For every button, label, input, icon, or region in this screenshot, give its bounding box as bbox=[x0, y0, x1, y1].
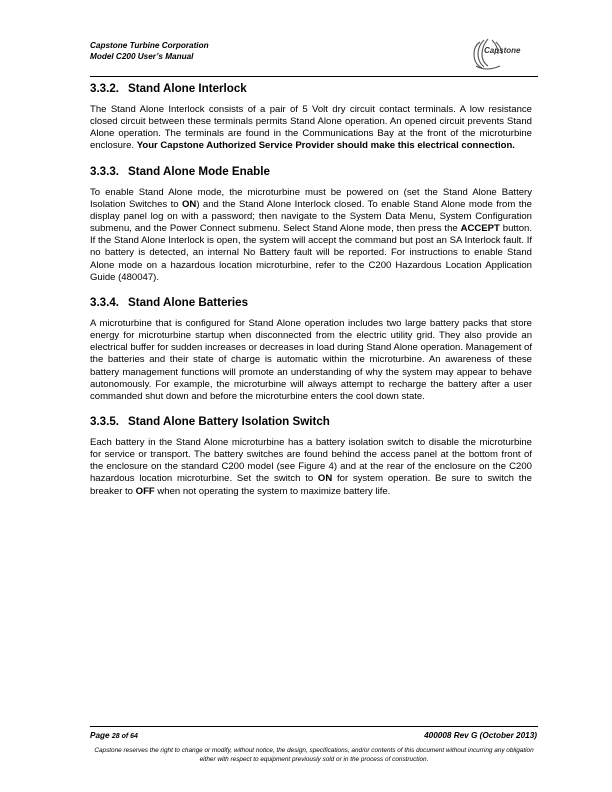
section-number: 3.3.3. bbox=[90, 164, 120, 178]
page-prefix: Page bbox=[90, 731, 112, 740]
document-reference: 400008 Rev G (October 2013) bbox=[424, 731, 537, 740]
header-rule bbox=[90, 76, 538, 77]
page-content bbox=[90, 80, 532, 498]
manual-title: Model C200 User’s Manual bbox=[90, 52, 194, 61]
page-number bbox=[90, 731, 138, 740]
section-title: Stand Alone Interlock bbox=[128, 82, 247, 95]
section-title: Stand Alone Mode Enable bbox=[128, 164, 270, 178]
paragraph-text: The Stand Alone Interlock consists of a pair of 5 Volt dry circuit contact terminals. A low resistance closed circuit between these terminals permits Stand Alone operation. An opened circuit prevents Stand Alone operation. The terminals are found in the Communications Bay at the front of the microturbine enclosure. bbox=[90, 104, 532, 152]
section-paragraph bbox=[90, 437, 532, 498]
paragraph-text: when not operating the system to maximize battery life. bbox=[154, 485, 391, 497]
footer-disclaimer: Capstone reserves the right to change or modify, without notice, the design, specifications, and/or contents of this document without incurring any obligation either with respect to equipment previously sold or in the process of construction. bbox=[94, 747, 534, 763]
section-heading-3-3-5 bbox=[90, 415, 532, 429]
section-paragraph bbox=[90, 318, 532, 403]
logo-text: Capstone bbox=[484, 46, 521, 55]
page-current: 28 bbox=[111, 733, 120, 740]
paragraph-text: ) and the Stand Alone Interlock closed. To enable Stand Alone mode from the display panel log on with a password; then navigate to the System Data Menu, System Configuration submenu, and the Power Connect submenu. Select Stand Alone mode, then press the bbox=[90, 198, 532, 235]
section-heading-3-3-3 bbox=[90, 165, 532, 179]
section-number: 3.3.2. bbox=[90, 82, 120, 95]
section-paragraph bbox=[90, 187, 532, 284]
capstone-logo bbox=[466, 36, 538, 74]
section-title: Stand Alone Battery Isolation Switch bbox=[128, 414, 330, 428]
page-header bbox=[90, 40, 538, 80]
paragraph-bold-text: ON bbox=[317, 473, 333, 485]
header-company-block bbox=[90, 40, 209, 62]
paragraph-text: button. If the Stand Alone Interlock is open, the system will accept the command but post an SA Interlock fault. If no battery is detected, an internal No Battery fault will be reported. For instructions to enable Stand Alone mode on a hazardous location microturbine, refer to the C200 Hazardous Location Application Guide (480047). bbox=[90, 223, 532, 283]
paragraph-bold-text: ON bbox=[181, 198, 197, 210]
section-paragraph bbox=[90, 104, 532, 153]
page-of: of bbox=[119, 733, 131, 740]
paragraph-bold-text: ACCEPT bbox=[460, 223, 500, 235]
section-title: Stand Alone Batteries bbox=[128, 295, 249, 309]
section-number: 3.3.5. bbox=[90, 414, 120, 428]
paragraph-text: A microturbine that is configured for Stand Alone operation includes two large battery packs that store energy for microturbine startup when disconnected from the electric utility grid. They also provide an electrical buffer for sudden increases or decreases in load during Stand Alone operation. Management of the batteries and their state of charge is automatic within the microturbine. An awareness of these battery management functions will promote an understanding of why the system may appear to behave autonomously. For example, the microturbine will always attempt to recharge the battery after a user commanded shut down and before the microturbine enters the cool down state. bbox=[90, 317, 532, 402]
capstone-logo-icon bbox=[466, 36, 538, 74]
company-name: Capstone Turbine Corporation bbox=[90, 41, 209, 50]
paragraph-text: To enable Stand Alone mode, the microturbine must be powered on (set the Stand Alone Battery Isolation Switches to bbox=[90, 186, 532, 210]
section-number: 3.3.4. bbox=[90, 295, 120, 309]
paragraph-bold-text: OFF bbox=[135, 485, 155, 497]
section-heading-3-3-4 bbox=[90, 296, 532, 310]
paragraph-text: Each battery in the Stand Alone microturbine has a battery isolation switch to disable the microturbine for service or transport. The battery switches are found behind the access panel at the bottom front of the enclosure on the standard C200 model (see Figure 4) and at the rear of the enclosure on the C200 hazardous location microturbine. Set the switch to bbox=[90, 436, 532, 485]
paragraph-text: for system operation. Be sure to switch the breaker to bbox=[90, 473, 532, 497]
section-heading-3-3-2 bbox=[90, 82, 532, 96]
footer-rule bbox=[90, 726, 538, 727]
paragraph-bold-text: Your Capstone Authorized Service Provider should make this electrical connection. bbox=[136, 140, 515, 152]
page-total: 64 bbox=[130, 733, 138, 740]
